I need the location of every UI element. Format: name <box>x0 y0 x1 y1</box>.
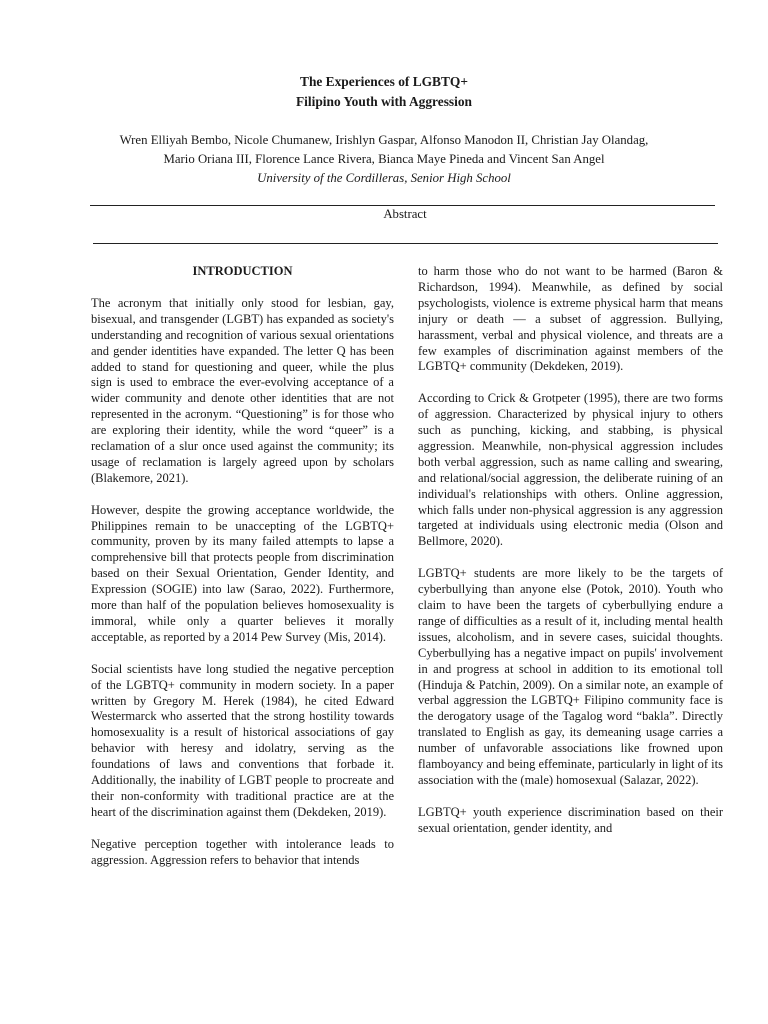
title-line-2: Filipino Youth with Aggression <box>296 94 472 109</box>
abstract-label: Abstract <box>383 207 427 221</box>
right-paragraph-4: LGBTQ+ youth experience discrimination based on their sexual orientation, gender identity, and <box>418 804 723 835</box>
author-block <box>60 131 708 188</box>
author-line-1: Wren Elliyah Bembo, Nicole Chumanew, Irishlyn Gaspar, Alfonso Manodon II, Christian Jay Olandag, <box>119 133 649 147</box>
right-paragraph-3: LGBTQ+ students are more likely to be the targets of cyberbullying than anyone else (Potok, 2010). Youth who claim to have been the targets of cyberbullying endure a range of difficulties as a result of it, including mental health issues, alcoholism, and in severe cases, suicidal thoughts. Cyberbullying has a negative impact on pupils' involvement in and progress at school in addition to its emotional toll (Hinduja & Patchin, 2009). On a similar note, an example of verbal aggression the LGBTQ+ Filipino community face is the derogatory usage of the Tagalog word “bakla”. Directly translated to English as gay, its demeaning usage carries a number of unfavorable associations like frowned upon flamboyancy and being effeminate, particularly in light of its association with the (male) homosexual (Salazar, 2022). <box>418 566 723 787</box>
right-column <box>418 264 723 852</box>
paper-title <box>0 72 768 112</box>
left-paragraph-3: Social scientists have long studied the negative perception of the LGBTQ+ community in modern society. In a paper written by Gregory M. Herek (1984), he cited Edward Westermarck who asserted that the strong hostility towards homosexuality is a result of historical associations of gay behavior with heresy and idolatry, serving as the foundations of laws and conventions that forbade it. Additionally, the inability of LGBT people to procreate and their non-conformity with traditional practice are at the heart of the discrimination against them (Dekdeken, 2019). <box>91 661 394 819</box>
left-paragraph-4: Negative perception together with intolerance leads to aggression. Aggression refers to behavior that intends <box>91 836 394 867</box>
abstract-bottom-rule <box>93 243 718 244</box>
left-paragraph-1: The acronym that initially only stood for lesbian, gay, bisexual, and transgender (LGBT) has expanded as society's understanding and recognition of various sexual orientations and gender identities have expanded. The letter Q has been added to stand for questioning and queer, while the plus sign is used to embrace the ever-evolving acceptance of a wider community and denote other identities that are not represented in the acronym. “Questioning” is for those who are exploring their identity, while the word “queer” is a reclamation of a slur once used against the community; its usage of reclamation is largely agreed upon by scholars (Blakemore, 2021). <box>91 295 394 485</box>
affiliation: University of the Cordilleras, Senior High School <box>257 171 511 185</box>
left-column <box>91 264 394 884</box>
right-paragraph-2: According to Crick & Grotpeter (1995), there are two forms of aggression. Characterized by physical injury to others such as punching, kicking, and stabbing, is physical aggression. Meanwhile, non-physical aggression includes both verbal aggression, such as name calling and swearing, and relational/social aggression, the deliberate ruining of an individual's relationships with others. Online aggression, which falls under non-physical aggression is any aggression targeted at individuals using electronic media (Olson and Bellmore, 2020). <box>418 391 723 549</box>
title-line-1: The Experiences of LGBTQ+ <box>300 74 468 89</box>
right-paragraph-1: to harm those who do not want to be harmed (Baron & Richardson, 1994). Meanwhile, as defined by social psychologists, violence is extreme physical harm that means injury or death — a subset of aggression. Bullying, harassment, verbal and physical violence, and threats are a few examples of discrimination against members of the LGBTQ+ community (Dekdeken, 2019). <box>418 264 723 374</box>
introduction-heading: INTRODUCTION <box>192 264 293 278</box>
author-line-2: Mario Oriana III, Florence Lance Rivera, Bianca Maye Pineda and Vincent San Angel <box>163 152 605 166</box>
left-paragraph-2: However, despite the growing acceptance worldwide, the Philippines remain to be unaccepting of the LGBTQ+ community, proven by its many failed attempts to lapse a comprehensive bill that protects people from discrimination based on their Sexual Orientation, Gender Identity, and Expression (SOGIE) into law (Sarao, 2022). Furthermore, more than half of the population believes homosexuality is immoral, while only a quarter believes it morally acceptable, as reported by a 2014 Pew Survey (Mis, 2014). <box>91 502 394 644</box>
